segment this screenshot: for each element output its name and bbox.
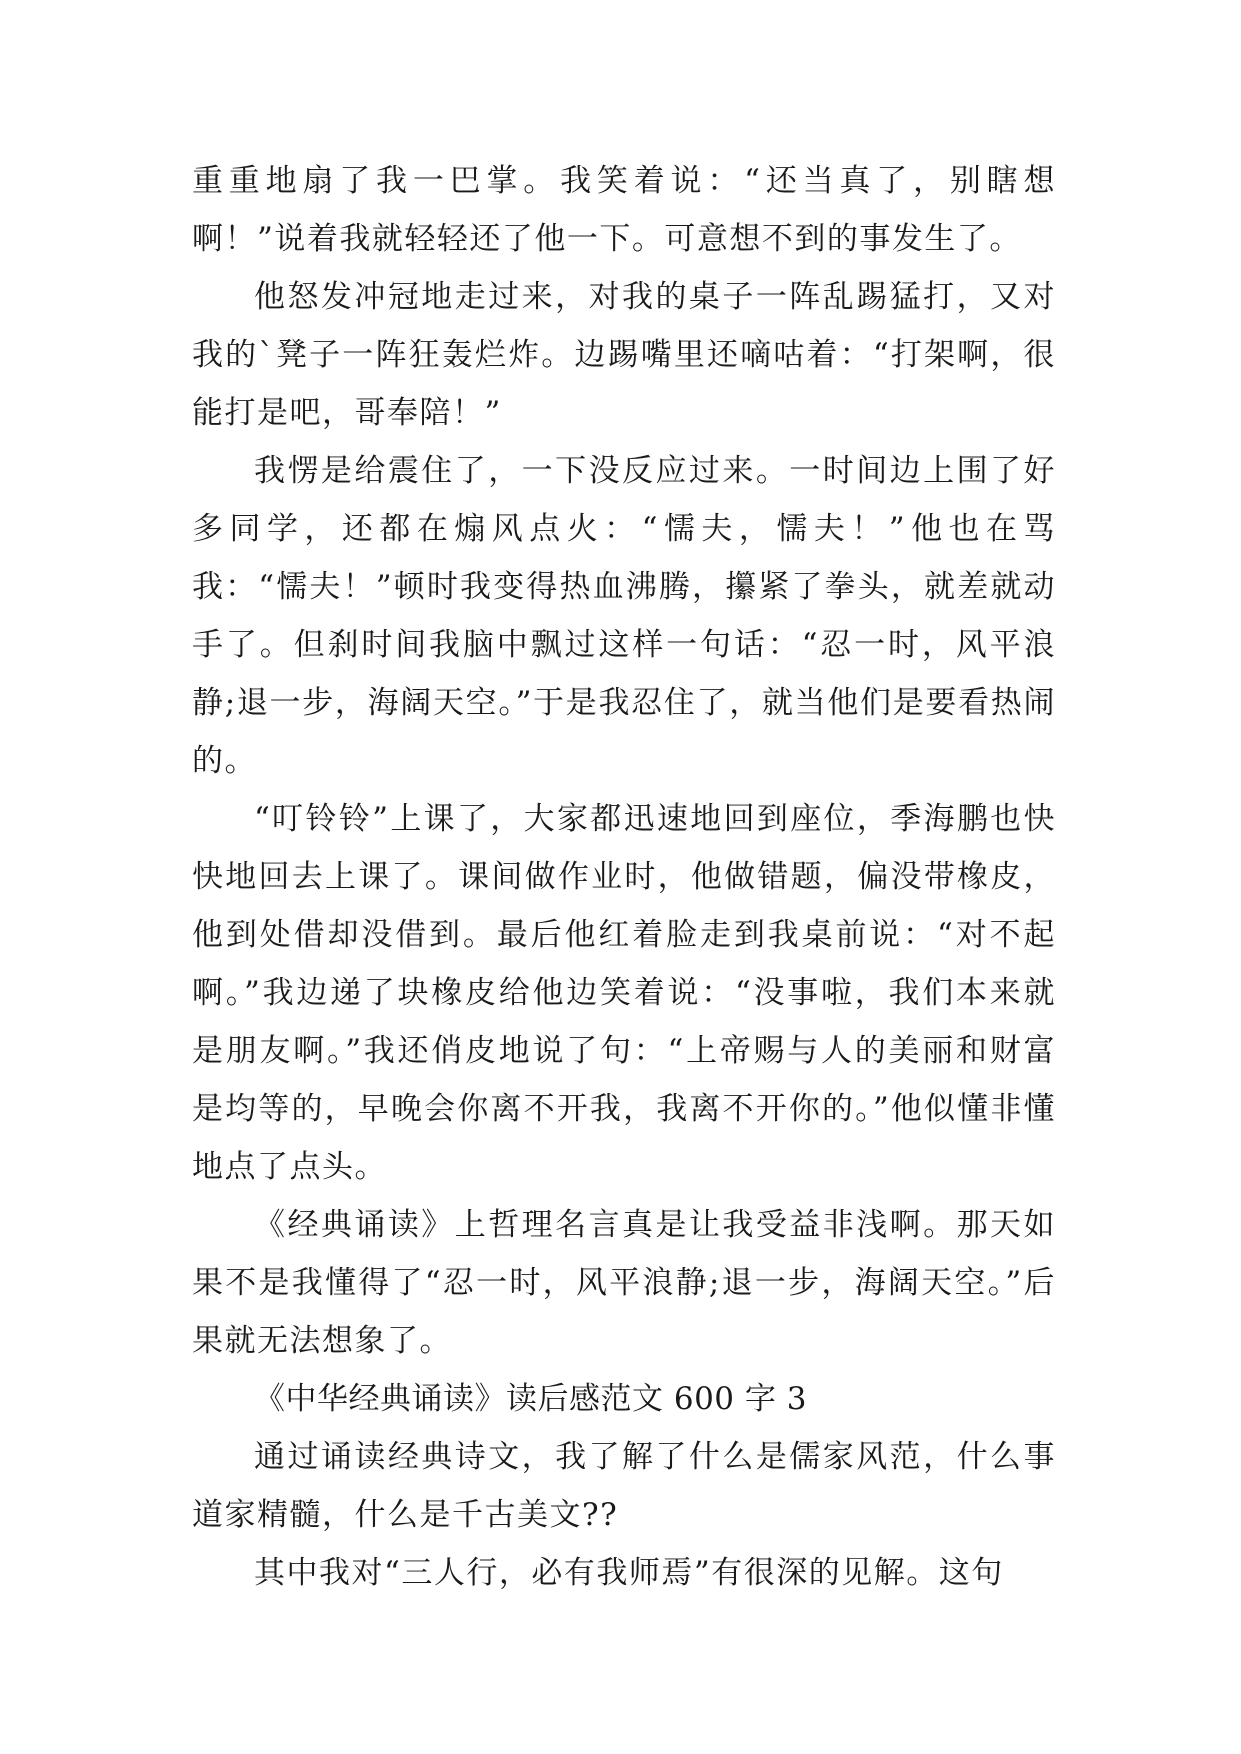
paragraph-7: 其中我对“三人行，必有我师焉”有很深的见解。这句 [254,1555,1004,1591]
paragraph-1: 重重地扇了我一巴掌。我笑着说：“还当真了，别瞎想啊！”说着我就轻轻还了他一下。可意想不到的事发生了。 [192,163,1056,257]
paragraph-2: 他怒发冲冠地走过来，对我的桌子一阵乱踢猛打，又对我的`凳子一阵狂轰烂炸。边踢嘴里还嘀咕着：“打架啊，很能打是吧，哥奉陪！” [192,279,1056,431]
paragraph-5: 《经典诵读》上哲理名言真是让我受益非浅啊。那天如果不是我懂得了“忍一时，风平浪静;退一步，海阔天空。”后果就无法想象了。 [192,1207,1056,1359]
paragraph-6: 通过诵读经典诗文，我了解了什么是儒家风范，什么事道家精髓，什么是千古美文?? [192,1439,1056,1533]
paragraph-4: “叮铃铃”上课了，大家都迅速地回到座位，季海鹏也快快地回去上课了。课间做作业时，他做错题，偏没带橡皮，他到处借却没借到。最后他红着脸走到我桌前说：“对不起啊。”我边递了块橡皮给他边笑着说：“没事啦，我们本来就是朋友啊。”我还俏皮地说了句：“上帝赐与人的美丽和财富是均等的，早晚会你离不开我，我离不开你的。”他似懂非懂地点了点头。 [192,801,1056,1185]
paragraph-3: 我愣是给震住了，一下没反应过来。一时间边上围了好多同学，还都在煽风点火：“懦夫，懦夫！”他也在骂我：“懦夫！”顿时我变得热血沸腾，攥紧了拳头，就差就动手了。但刹时间我脑中飘过这样一句话：“忍一时，风平浪静;退一步，海阔天空。”于是我忍住了，就当他们是要看热闹的。 [192,453,1056,779]
section-heading: 《中华经典诵读》读后感范文 600 字 3 [254,1381,807,1417]
body-text [192,152,1056,1602]
